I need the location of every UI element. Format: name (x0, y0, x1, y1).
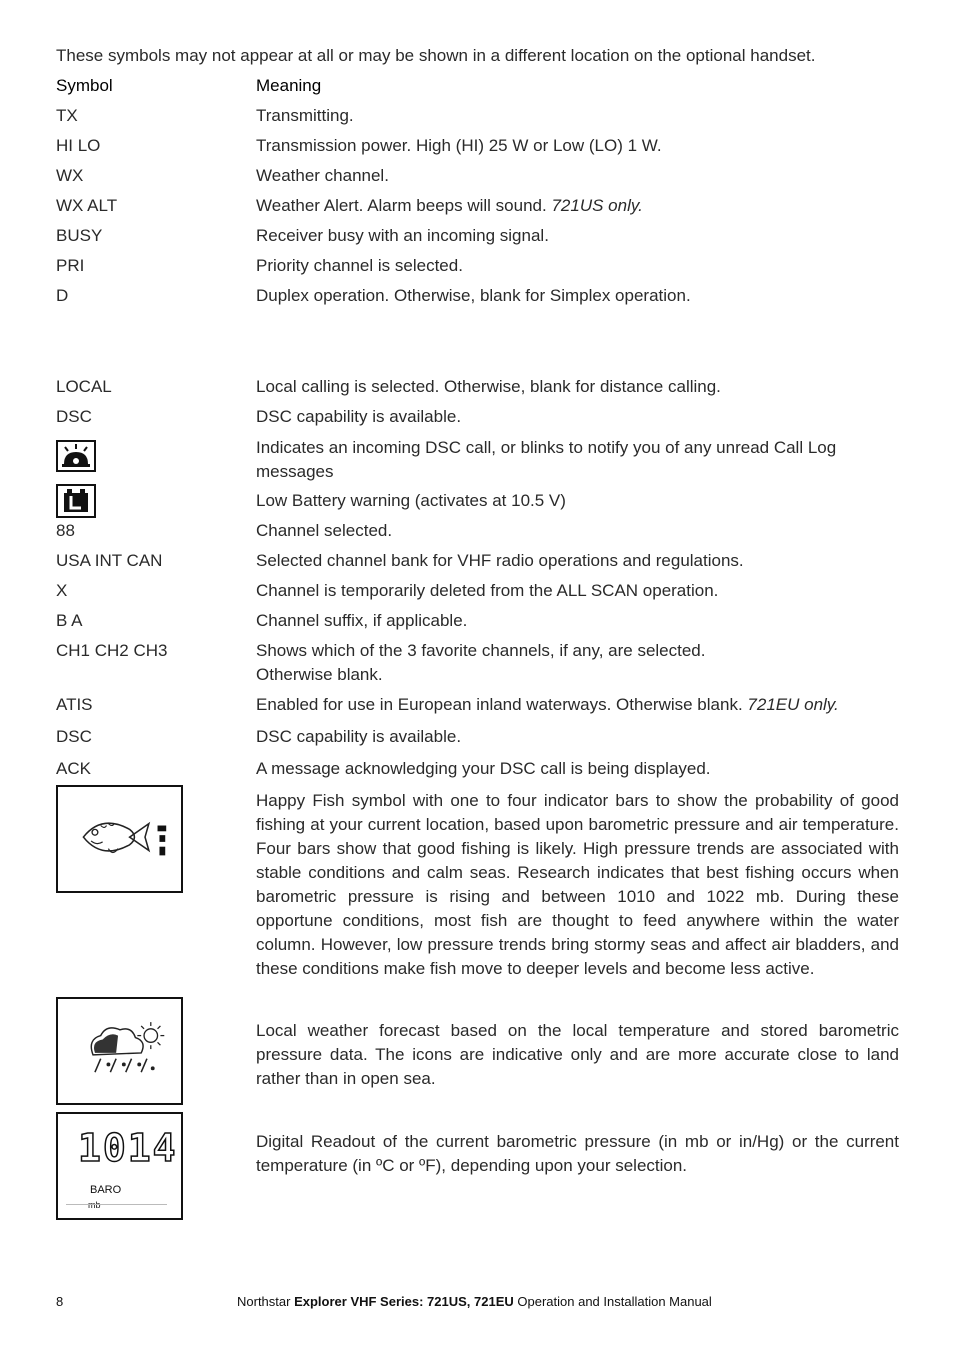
meaning-cell (256, 693, 899, 717)
symbol-cell: ACK (56, 759, 91, 778)
meaning-cell: Local calling is selected. Otherwise, blank for distance calling. (256, 377, 721, 396)
symbol-cell: LOCAL (56, 377, 112, 396)
meaning-cell: Receiver busy with an incoming signal. (256, 226, 549, 245)
header-meaning: Meaning (256, 76, 322, 95)
model-note: 721US only. (551, 196, 643, 215)
symbol-cell: HI LO (56, 136, 101, 155)
meaning-cell: Channel is temporarily deleted from the ALL SCAN operation. (256, 581, 719, 600)
weather-forecast-icon (56, 997, 183, 1105)
footer-brand: Northstar (237, 1294, 291, 1309)
meaning-cell: DSC capability is available. (256, 727, 462, 746)
meaning-cell: Happy Fish symbol with one to four indicator bars to show the probability of good fishing at your current location, based upon barometric pressure and air temperature. Four bars show that good fishing is likely. High pressure trends are associated with stable conditions and calm seas. Research indicates that best fishing occurs when barometric pressure is rising and between 1010 and 1022 mb. During these opportune conditions, most fish are thought to feed anywhere within the water column. However, low pressure trends bring stormy seas and affect air bladders, and these conditions make fish move to deeper levels and become less active. (256, 791, 899, 978)
incoming-call-bell-icon (56, 440, 96, 472)
happy-fish-icon (56, 785, 183, 893)
symbol-cell: ATIS (56, 695, 93, 714)
meaning-cell: Indicates an incoming DSC call, or blinks to notify you of any unread Call Log messages (256, 438, 837, 481)
meaning-text-line2: Otherwise blank. (256, 665, 383, 684)
footer-title (237, 1293, 712, 1311)
meaning-text: Weather Alert. Alarm beeps will sound. (256, 196, 547, 215)
baro-label: BARO (90, 1184, 122, 1196)
header-symbol: Symbol (56, 76, 113, 95)
meaning-cell: Transmitting. (256, 106, 354, 125)
meaning-cell (256, 639, 899, 687)
table-row (56, 789, 899, 985)
meaning-cell: Local weather forecast based on the local temperature and stored barometric pressure data. The icons are indicative only and are more accurate close to land rather than in open sea. (256, 1021, 899, 1088)
meaning-cell: Digital Readout of the current barometric pressure (in mb or in/Hg) or the current temperature (in ºC or ºF), depending upon your selection. (256, 1132, 899, 1175)
symbol-cell: BUSY (56, 226, 103, 245)
symbol-cell: D (56, 286, 69, 305)
page-number: 8 (56, 1294, 64, 1309)
symbol-cell: DSC (56, 407, 92, 426)
meaning-cell: Selected channel bank for VHF radio operations and regulations. (256, 551, 744, 570)
meaning-text: Shows which of the 3 favorite channels, if any, are selected. (256, 641, 706, 660)
table-row (56, 1019, 899, 1119)
meaning-cell (256, 194, 899, 218)
meaning-cell: Transmission power. High (HI) 25 W or Low (LO) 1 W. (256, 136, 662, 155)
baro-baseline (66, 1204, 167, 1205)
symbol-cell: WX (56, 166, 84, 185)
symbol-cell: X (56, 581, 68, 600)
low-battery-icon (56, 484, 96, 518)
model-note: 721EU only. (747, 695, 839, 714)
table-row (56, 1126, 899, 1230)
meaning-text: Enabled for use in European inland waterways. Otherwise blank. (256, 695, 743, 714)
intro-text: These symbols may not appear at all or may be shown in a different location on the optional handset. (56, 46, 816, 65)
meaning-cell: Channel selected. (256, 521, 393, 540)
symbol-cell: PRI (56, 256, 85, 275)
table-row (56, 639, 899, 687)
meaning-cell: A message acknowledging your DSC call is being displayed. (256, 759, 711, 778)
symbol-cell: B A (56, 611, 83, 630)
meaning-cell: Weather channel. (256, 166, 389, 185)
meaning-cell: DSC capability is available. (256, 407, 462, 426)
baro-digits: 1014 (78, 1126, 178, 1170)
symbol-cell: WX ALT (56, 196, 118, 215)
meaning-cell: Duplex operation. Otherwise, blank for Simplex operation. (256, 286, 691, 305)
symbol-cell: CH1 CH2 CH3 (56, 641, 168, 660)
baro-readout-icon (56, 1112, 183, 1220)
meaning-cell: Priority channel is selected. (256, 256, 463, 275)
symbol-cell: DSC (56, 727, 92, 746)
symbol-cell: TX (56, 106, 78, 125)
table-row (56, 436, 899, 484)
table-row (56, 489, 899, 519)
footer-product: Explorer VHF Series: 721US, 721EU (294, 1294, 514, 1309)
symbol-cell: USA INT CAN (56, 551, 163, 570)
baro-unit: mb (88, 1200, 101, 1210)
meaning-cell: Low Battery warning (activates at 10.5 V) (256, 491, 566, 510)
symbol-cell: 88 (56, 521, 75, 540)
footer-doc-type: Operation and Installation Manual (517, 1294, 712, 1309)
meaning-cell: Channel suffix, if applicable. (256, 611, 468, 630)
